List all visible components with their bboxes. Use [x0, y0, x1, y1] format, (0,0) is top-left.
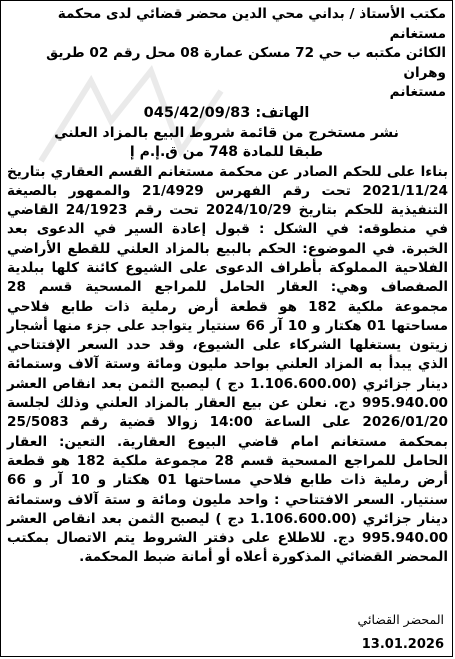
- office-line-2: الكائن مكتبه ب حي 72 مسكن عمارة 08 محل رقم 02 طريق وهران: [46, 45, 446, 81]
- notice-body: بناءا على للحكم الصادر عن محكمة مستغانم القسم العقاري بتاريخ 2021/11/24 تحت رقم الفهرس 21/4929 والممهور بالصيغة التنفيذية للحكم بتاريخ 2024/10/29 تحت رقم 24/1923 القاضي في منطوقه: في الشكل : قبول إعادة السير في الدعوى بعد الخبرة. في الموضوع: الحكم بالبيع بالمزاد العلني للقطع الأراضي الفلاحية المملوكة بأطراف الدعوى على الشيوع كائنة كلها ببلدية الصفصاف وهي: العقار الحامل للمراجع المسحية قسم 28 مجموعة ملكية 182 هو قطعة أرض رملية ذات طابع فلاحي مساحتها 01 هكتار و 10 آر 66 سنتيار يتواجد على جزء منها أشجار زيتون يستغلها الشركاء على الشيوع، وقد حدد السعر الإفتتاحي الذي يبدأ به المزاد العلني بواحد مليون ومائة وستة آلاف وستمائة دينار جزائري (1.106.600.00 دج ) ليصبح الثمن بعد انقاص العشر 995.940.00 دج. نعلن عن بيع العقار بالمزاد العلني وذلك لجلسة 2026/01/20 على الساعة 14:00 زوالا قضية رقم 25/5083 بمحكمة مستغانم امام قاضي البيوع العقارية. التعين: العقار الحامل للمراجع المسحية قسم 28 مجموعة ملكية 182 هو قطعة أرض رملية ذات طابع فلاحي مساحتها 01 هكتار و 10 آر و 66 سنتيار. السعر الافتتاحي : واحد مليون ومائة و ستة آلاف وستمائة دينار جزائري (1.106.600.00 دج ) ليصبح الثمن بعد انقاص العشر 995.940.00 دج. للاطلاع على دفتر الشروط يتم الاتصال بمكتب المحضر القضائي المذكورة أعلاه أو أمانة ضبط المحكمة.: [7, 163, 449, 566]
- office-header: [1, 1, 452, 103]
- signature-title: المحضر القضائي: [357, 612, 444, 627]
- office-line-3: مستغانم: [389, 84, 446, 100]
- office-phone: الهاتف: 045/42/09/83: [143, 104, 310, 121]
- signature-date: 13.01.2026: [361, 637, 444, 652]
- notice-title: نشر مستخرج من قائمة شروط البيع بالمزاد العلني: [54, 124, 399, 141]
- office-line-1: مكتب الأستاذ / بداني محي الدين محضر قضائي لدى محكمة مستغانم: [57, 6, 446, 42]
- notice-subtitle: طبقا للمادة 748 من ق.إ.م إ: [129, 144, 324, 160]
